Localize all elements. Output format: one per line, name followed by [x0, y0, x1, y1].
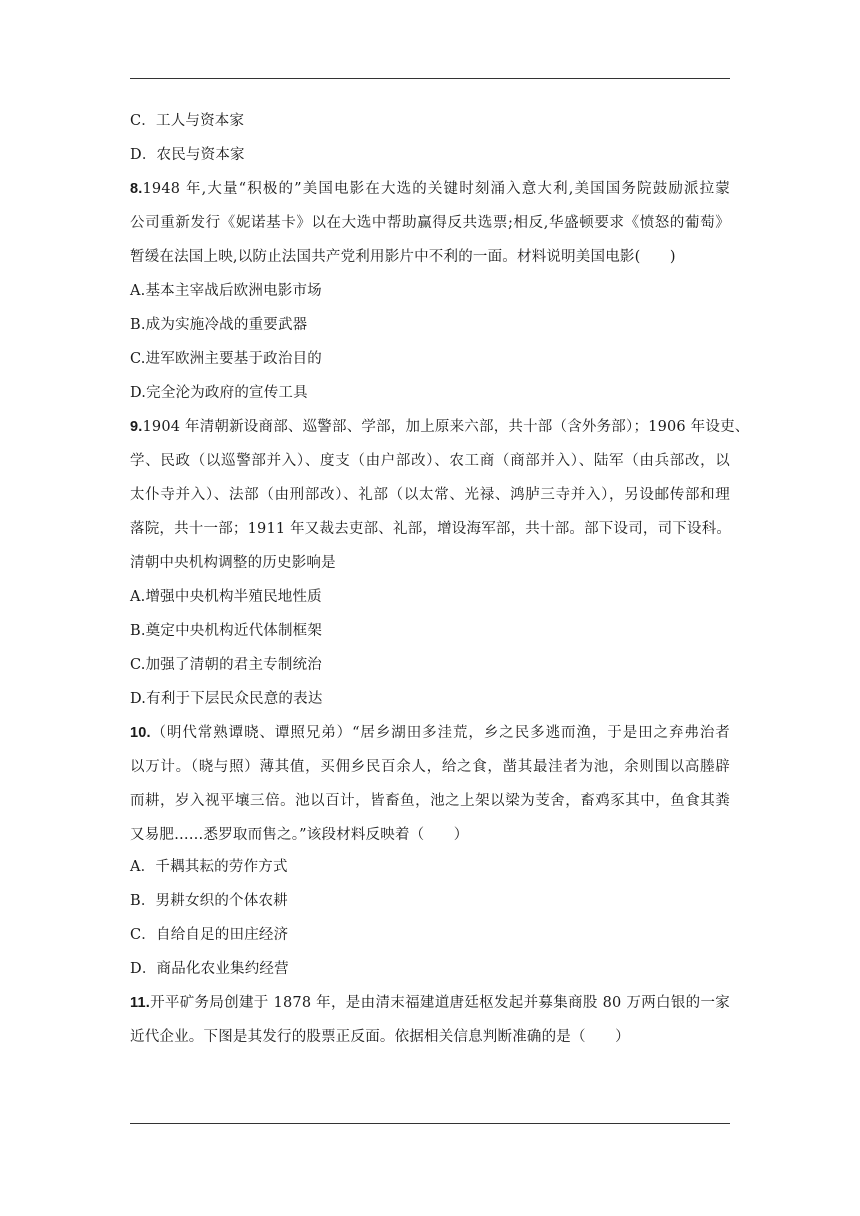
question-10-line-4: 又易肥……悉罗取而售之。”该段材料反映着（ ） [130, 827, 469, 843]
question-number: 11. [130, 995, 150, 1011]
question-10-line-2: 以万计。（晓与照）薄其值，买佣乡民百余人，给之食，凿其最洼者为池，余则围以高塍辟 [130, 759, 730, 775]
option-a-q10: A．千耦其耘的劳作方式 [130, 859, 288, 875]
question-8-line-1: 8.1948 年,大量“积极的”美国电影在大选的关键时刻涌入意大利,美国国务院鼓励派拉蒙 [130, 181, 730, 197]
option-b-q9: B.奠定中央机构近代体制框架 [130, 623, 323, 639]
question-11-line-2: 近代企业。下图是其发行的股票正反面。依据相关信息判断准确的是（ ） [130, 1029, 630, 1045]
option-d-q8: D.完全沦为政府的宣传工具 [130, 385, 308, 401]
question-9-line-2: 学、民政（以巡警部并入）、度支（由户部改）、农工商（商部并入）、陆军（由兵部改，以 [130, 453, 730, 469]
question-8-line-2: 公司重新发行《妮诺基卡》以在大选中帮助赢得反共选票;相反,华盛顿要求《愤怒的葡萄》 [130, 215, 730, 231]
question-number: 10. [130, 725, 151, 741]
option-c-q7: C．工人与资本家 [130, 113, 245, 129]
question-10-line-3: 而耕，岁入视平壤三倍。池以百计，皆畜鱼，池之上架以梁为芰舍，畜鸡豕其中，鱼食其粪 [130, 793, 730, 809]
footer-rule [130, 1123, 730, 1124]
question-11-line-1: 11.开平矿务局创建于 1878 年，是由清末福建道唐廷枢发起并募集商股 80 万两白银的一家 [130, 995, 730, 1011]
option-d-q7: D．农民与资本家 [130, 147, 245, 163]
question-9-line-4: 落院，共十一部；1911 年又裁去吏部、礼部，增设海军部，共十部。部下设司，司下设科。 [130, 521, 732, 537]
question-8-line-3: 暂缓在法国上映,以防止法国共产党利用影片中不利的一面。材料说明美国电影( ) [130, 249, 676, 265]
question-number: 9. [130, 419, 143, 435]
question-9-line-5: 清朝中央机构调整的历史影响是 [130, 555, 336, 571]
question-9-line-1: 9.1904 年清朝新设商部、巡警部、学部，加上原来六部，共十部（含外务部）；1906 年设吏、 [130, 419, 750, 435]
question-number: 8. [130, 181, 143, 197]
header-rule [130, 78, 730, 79]
option-a-q9: A.增强中央机构半殖民地性质 [130, 589, 322, 605]
option-c-q8: C.进军欧洲主要基于政治目的 [130, 351, 322, 367]
option-b-q8: B.成为实施冷战的重要武器 [130, 317, 308, 333]
option-c-q10: C．自给自足的田庄经济 [130, 927, 289, 943]
option-c-q9: C.加强了清朝的君主专制统治 [130, 657, 322, 673]
question-10-line-1: 10.（明代常熟谭晓、谭照兄弟）“居乡湖田多洼荒，乡之民多逃而渔，于是田之弃弗治者 [130, 725, 730, 741]
option-d-q9: D.有利于下层民众民意的表达 [130, 691, 323, 707]
option-d-q10: D．商品化农业集约经营 [130, 961, 289, 977]
option-a-q8: A.基本主宰战后欧洲电影市场 [130, 283, 322, 299]
question-9-line-3: 太仆寺并入）、法部（由刑部改）、礼部（以太常、光禄、鸿胪三寺并入），另设邮传部和理 [130, 487, 730, 503]
option-b-q10: B．男耕女织的个体农耕 [130, 893, 288, 909]
